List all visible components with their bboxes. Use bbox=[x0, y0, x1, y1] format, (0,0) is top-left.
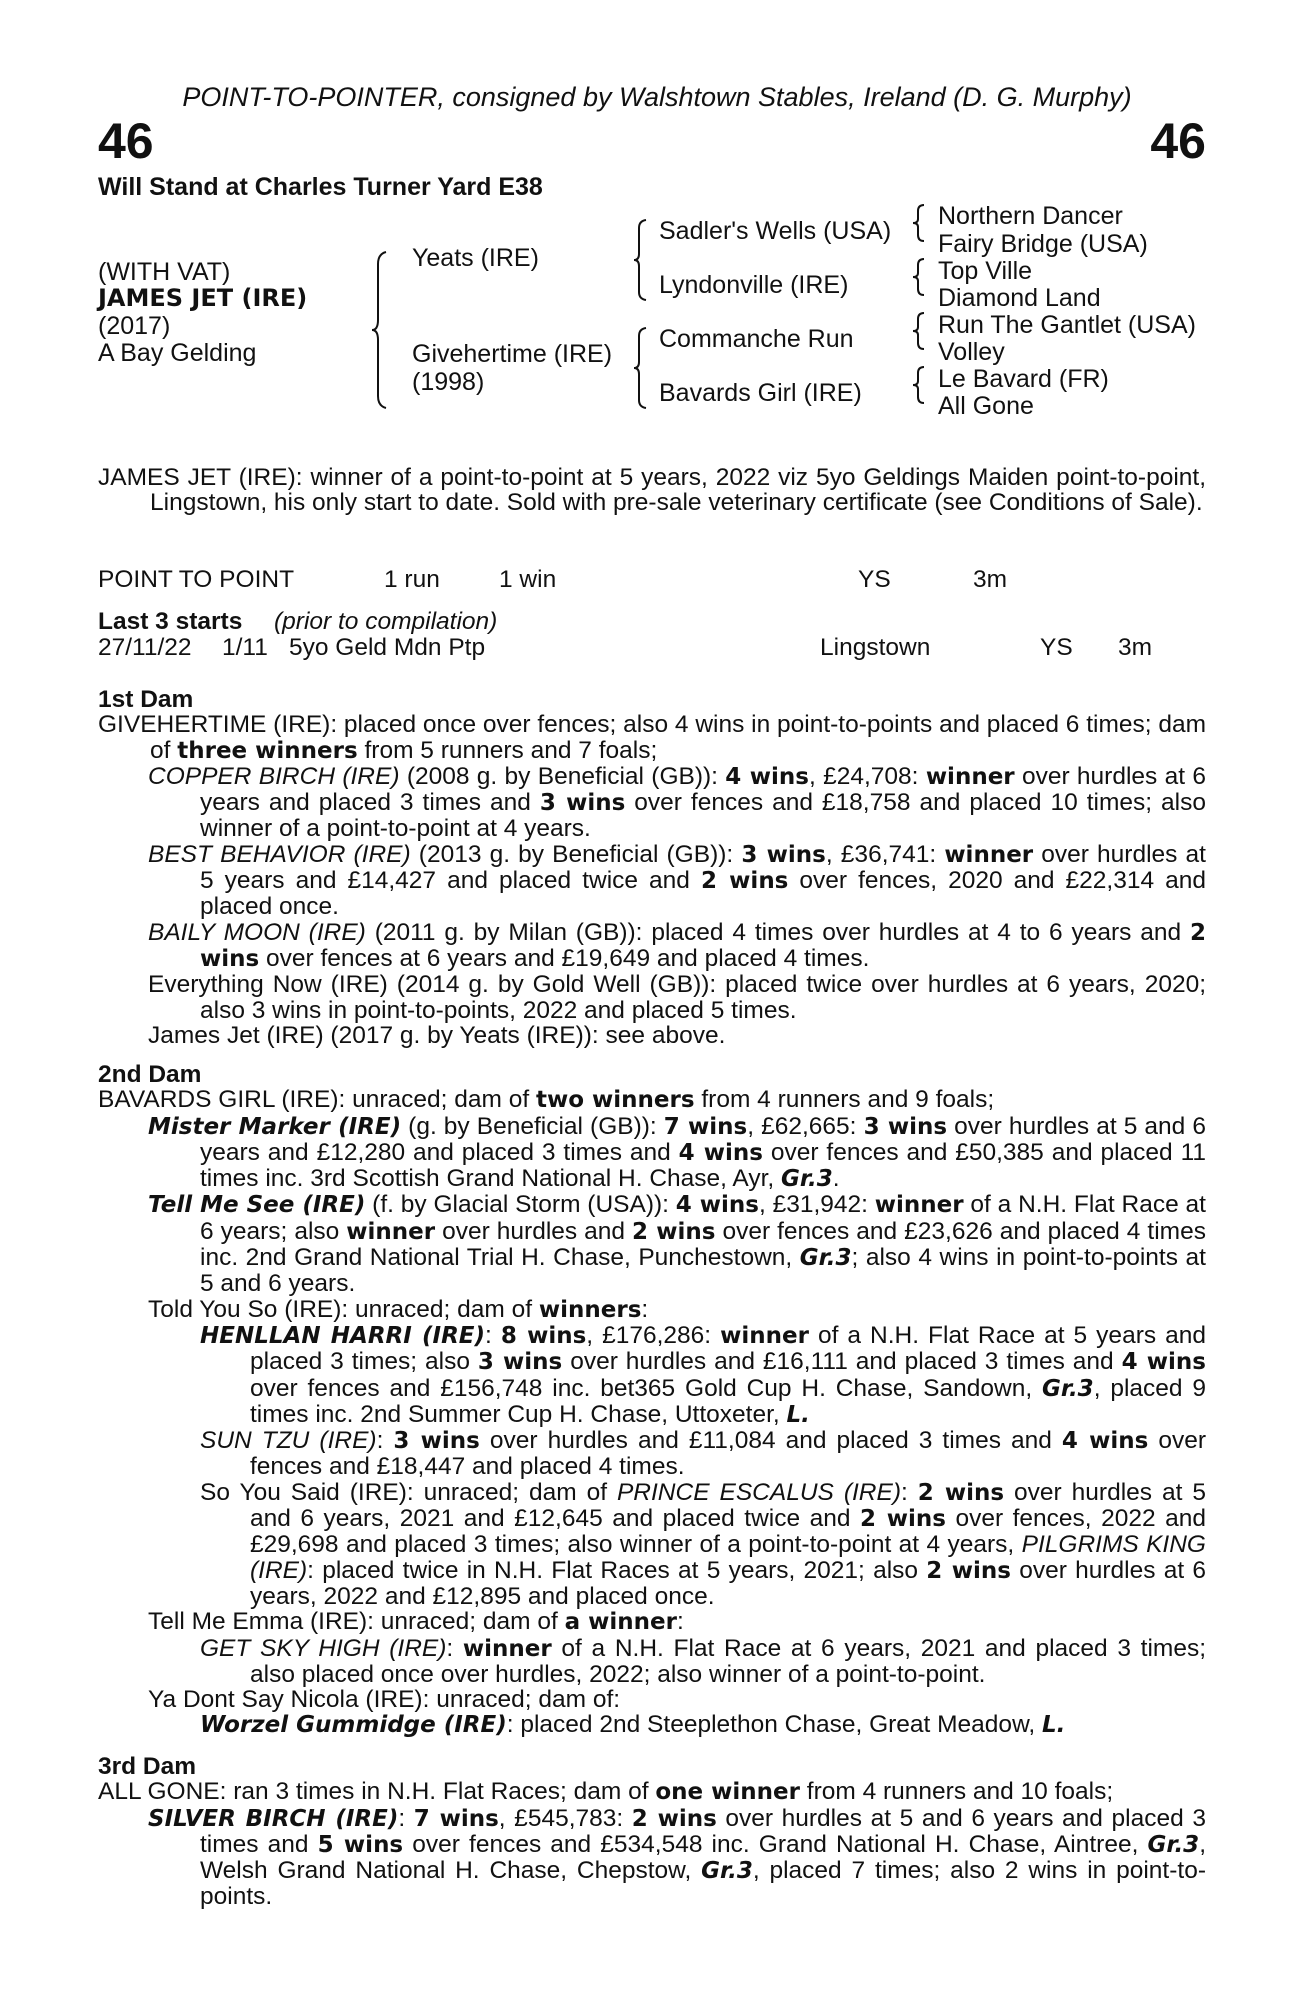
last-starts bbox=[98, 609, 1206, 661]
pedigree-brace-g3 bbox=[911, 311, 927, 351]
pedigree-dam: Givehertime (IRE) bbox=[412, 340, 613, 368]
consignment-line: POINT-TO-POINTER, consigned by Walshtown Stables, Ireland (D. G. Murphy) bbox=[182, 82, 1132, 112]
lot-number-right: 46 bbox=[1150, 113, 1206, 169]
second-dam-produce-3: Told You So (IRE): unraced; dam of winners: bbox=[148, 1295, 649, 1323]
vat-label: (WITH VAT) bbox=[98, 258, 231, 286]
last-starts-note: (prior to compilation) bbox=[274, 608, 498, 635]
start-distance: 3m bbox=[1118, 634, 1153, 661]
summary-block bbox=[98, 465, 1206, 516]
second-dam-grandproduce-4: GET SKY HIGH (IRE): winner of a N.H. Flat Race at 6 years, 2021 and placed 3 times; also placed once over hurdles, 2022; also winner of a point-to-point. bbox=[200, 1634, 1206, 1688]
second-dam-intro: BAVARDS GIRL (IRE): unraced; dam of two winners from 4 runners and 9 foals; bbox=[98, 1086, 995, 1114]
pedigree-g6: Volley bbox=[938, 338, 1005, 366]
horse-description: A Bay Gelding bbox=[98, 339, 257, 367]
summary-paragraph: JAMES JET (IRE): winner of a point-to-point at 5 years, 2022 viz 5yo Geldings Maiden point-to-point, Lingstown, his only start to date. Sold with pre-sale veterinary certificate (see Conditions of Sale). bbox=[98, 464, 1206, 517]
pedigree-sire: Yeats (IRE) bbox=[412, 244, 539, 272]
third-dam-produce-1: SILVER BIRCH (IRE): 7 wins, £545,783: 2 wins over hurdles at 5 and 6 years and placed 3 times and 5 wins over fences and £534,548 inc. Grand National H. Chase, Aintree, Gr.3, Welsh Grand National H. Chase, Chepstow, Gr.3, placed 7 times; also 2 wins in point-to-points. bbox=[148, 1804, 1206, 1911]
third-dam-intro: ALL GONE: ran 3 times in N.H. Flat Races; dam of one winner from 4 runners and 10 foals; bbox=[98, 1778, 1114, 1806]
first-dam-produce-2: BEST BEHAVIOR (IRE) (2013 g. by Beneficial (GB)): 3 wins, £36,741: winner over hurdles at 5 years and £14,427 and placed twice and 2 wins over fences, 2020 and £22,314 and placed once. bbox=[148, 840, 1207, 921]
first-dam-section bbox=[98, 687, 1206, 1048]
pedigree-g8: All Gone bbox=[938, 392, 1034, 420]
second-dam-grandproduce-3: So You Said (IRE): unraced; dam of PRINCE ESCALUS (IRE): 2 wins over hurdles at 5 and 6 years, 2021 and £12,645 and placed twice and 2 wins over fences, 2022 and £29,698 and placed 3 times; also winner of a point-to-point at 4 years, PILGRIMS KING (IRE): placed twice in N.H. Flat Races at 5 years, 2021; also 2 wins over hurdles at 6 years, 2022 and £12,895 and placed once. bbox=[200, 1478, 1207, 1610]
first-dam-produce-5: James Jet (IRE) (2017 g. by Yeats (IRE)): see above. bbox=[148, 1021, 726, 1049]
record-type: POINT TO POINT bbox=[98, 566, 295, 593]
start-race: 5yo Geld Mdn Ptp bbox=[289, 634, 486, 661]
third-dam-section bbox=[98, 1754, 1206, 1910]
pedigree-g1: Northern Dancer bbox=[938, 202, 1123, 230]
third-dam-heading: 3rd Dam bbox=[98, 1753, 197, 1780]
race-record bbox=[98, 567, 1206, 593]
start-placing: 1/11 bbox=[222, 634, 268, 661]
pedigree-g7: Le Bavard (FR) bbox=[938, 365, 1109, 393]
pedigree-dam-sire: Commanche Run bbox=[659, 325, 854, 353]
pedigree-brace-dam bbox=[632, 326, 650, 410]
second-dam-produce-1: Mister Marker (IRE) (g. by Beneficial (GB)): 7 wins, £62,665: 3 wins over hurdles at 5 and 6 years and £12,280 and placed 3 times and 4 wins over fences and £50,385 and placed 11 times inc. 3rd Scottish Grand National H. Chase, Ayr, Gr.3. bbox=[148, 1112, 1206, 1193]
second-dam-produce-2: Tell Me See (IRE) (f. by Glacial Storm (USA)): 4 wins, £31,942: winner of a N.H. Flat Race at 6 years; also winner over hurdles and 2 wins over fences and £23,626 and placed 4 times inc. 2nd Grand National Trial H. Chase, Punchestown, Gr.3; also 4 wins in point-to-points at 5 and 6 years. bbox=[148, 1191, 1206, 1298]
pedigree-g4: Diamond Land bbox=[938, 284, 1101, 312]
pedigree-brace-g2 bbox=[911, 257, 927, 297]
first-dam-produce-1: COPPER BIRCH (IRE) (2008 g. by Beneficial (GB)): 4 wins, £24,708: winner over hurdles at 6 years and placed 3 times and 3 wins over fences and £18,758 and placed 10 times; also winner of a point-to-point at 4 years. bbox=[148, 762, 1206, 843]
pedigree-dam-year: (1998) bbox=[412, 368, 485, 396]
start-going: YS bbox=[1040, 634, 1073, 661]
horse-year: (2017) bbox=[98, 312, 171, 340]
pedigree-dam-dam: Bavards Girl (IRE) bbox=[659, 379, 862, 407]
pedigree-g5: Run The Gantlet (USA) bbox=[938, 311, 1196, 339]
first-dam-produce-4: Everything Now (IRE) (2014 g. by Gold Well (GB)): placed twice over hurdles at 6 years, 2020; also 3 wins in point-to-points, 2022 and placed 5 times. bbox=[148, 971, 1206, 1024]
stand-location: Will Stand at Charles Turner Yard E38 bbox=[98, 173, 543, 201]
second-dam-heading: 2nd Dam bbox=[98, 1061, 202, 1088]
last-starts-heading: Last 3 starts bbox=[98, 608, 243, 635]
first-dam-produce-3: BAILY MOON (IRE) (2011 g. by Milan (GB)): placed 4 times over hurdles at 4 to 6 years and 2 wins over fences at 6 years and £19,649 and placed 4 times. bbox=[148, 918, 1206, 972]
second-dam-produce-5: Ya Dont Say Nicola (IRE): unraced; dam of: bbox=[148, 1686, 621, 1714]
horse-name: JAMES JET (IRE) bbox=[98, 284, 308, 312]
lot-number-left: 46 bbox=[98, 113, 154, 169]
pedigree-brace-main bbox=[370, 250, 390, 410]
pedigree-sire-dam: Lyndonville (IRE) bbox=[659, 271, 849, 299]
second-dam-produce-4: Tell Me Emma (IRE): unraced; dam of a winner: bbox=[148, 1608, 684, 1636]
pedigree-brace-g4 bbox=[911, 365, 927, 405]
first-dam-intro: GIVEHERTIME (IRE): placed once over fences; also 4 wins in point-to-points and placed 6 times; dam of three winners from 5 runners and 7 foals; bbox=[98, 711, 1207, 764]
pedigree-g2: Fairy Bridge (USA) bbox=[938, 230, 1148, 258]
second-dam-section bbox=[98, 1062, 1206, 1739]
start-course: Lingstown bbox=[820, 634, 931, 661]
record-wins: 1 win bbox=[499, 566, 557, 593]
second-dam-grandproduce-1: HENLLAN HARRI (IRE): 8 wins, £176,286: winner of a N.H. Flat Race at 5 years and placed 3 times; also 3 wins over hurdles and £16,111 and placed 3 times and 4 wins over fences and £156,748 inc. bet365 Gold Cup H. Chase, Sandown, Gr.3, placed 9 times inc. 2nd Summer Cup H. Chase, Uttoxeter, L. bbox=[200, 1321, 1206, 1428]
pedigree-brace-sire bbox=[632, 218, 650, 302]
first-dam-heading: 1st Dam bbox=[98, 686, 194, 713]
record-going: YS bbox=[858, 566, 891, 593]
pedigree-sire-sire: Sadler's Wells (USA) bbox=[659, 217, 892, 245]
second-dam-grandproduce-2: SUN TZU (IRE): 3 wins over hurdles and £11,084 and placed 3 times and 4 wins over fences and £18,447 and placed 4 times. bbox=[200, 1427, 1206, 1481]
record-distance: 3m bbox=[973, 566, 1008, 593]
start-date: 27/11/22 bbox=[98, 634, 192, 661]
pedigree-g3: Top Ville bbox=[938, 257, 1033, 285]
second-dam-grandproduce-5: Worzel Gummidge (IRE): placed 2nd Steeplethon Chase, Great Meadow, L. bbox=[200, 1711, 1066, 1739]
record-runs: 1 run bbox=[384, 566, 440, 593]
pedigree-brace-g1 bbox=[911, 203, 927, 243]
